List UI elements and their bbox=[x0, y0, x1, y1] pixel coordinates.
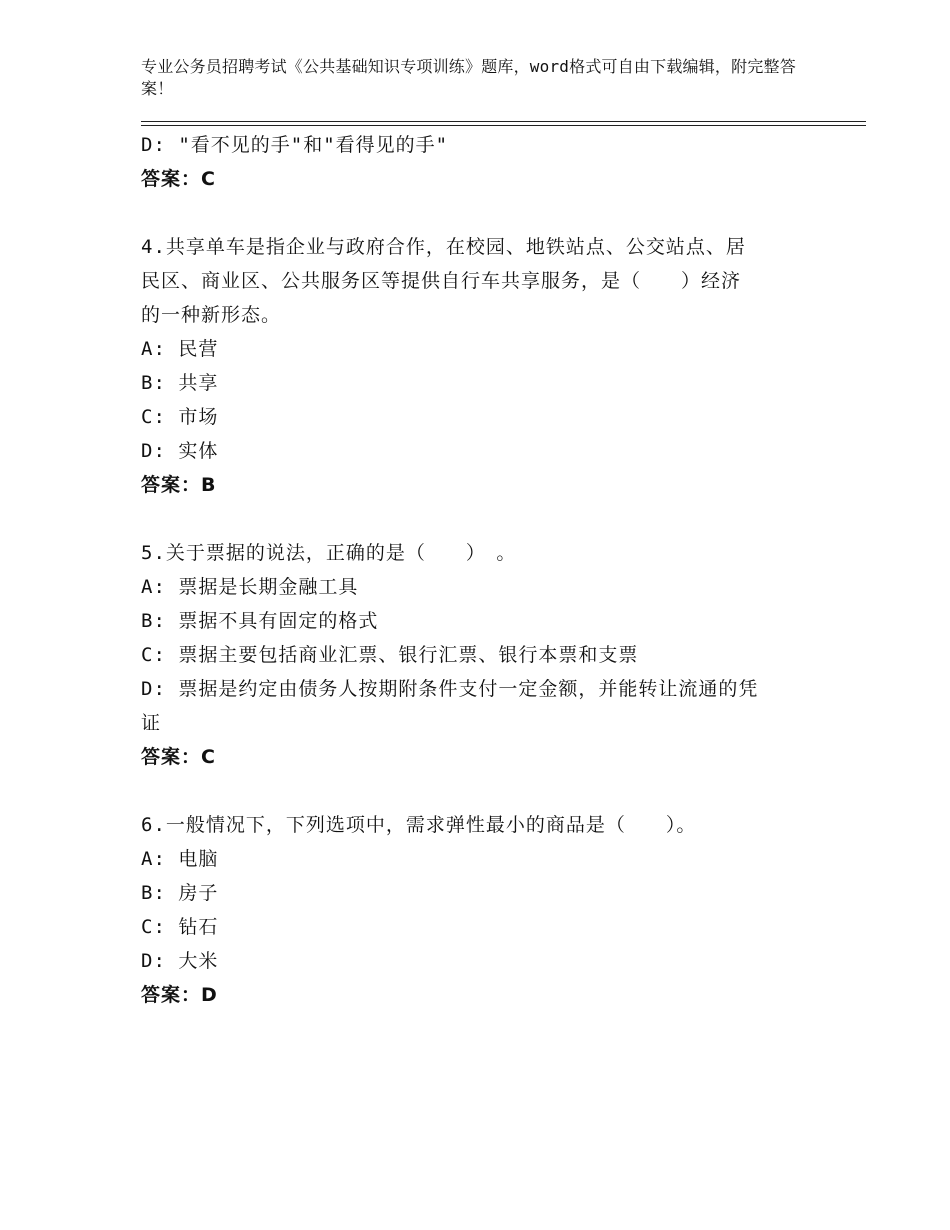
question-5-answer: 答案：C bbox=[141, 746, 216, 768]
question-4-answer: 答案：B bbox=[141, 474, 217, 496]
question-5-option-d-continued: 证 bbox=[141, 712, 162, 734]
answer-carryover: 答案：C bbox=[141, 168, 216, 190]
question-content bbox=[141, 128, 801, 1012]
question-4-stem-line-2: 民区、商业区、公共服务区等提供自行车共享服务，是（ ）经济 bbox=[141, 270, 742, 292]
question-4-option-d: D: 实体 bbox=[141, 440, 219, 462]
question-4-stem-line-1: 4.共享单车是指企业与政府合作，在校园、地铁站点、公交站点、居 bbox=[141, 236, 746, 258]
option-d-carryover: D: "看不见的手"和"看得见的手" bbox=[141, 134, 449, 156]
spacer bbox=[141, 502, 801, 536]
question-5-option-c: C: 票据主要包括商业汇票、银行汇票、银行本票和支票 bbox=[141, 644, 639, 666]
question-5-option-d: D: 票据是约定由债务人按期附条件支付一定金额，并能转让流通的凭 bbox=[141, 678, 759, 700]
question-5-stem-line-1: 5.关于票据的说法，正确的是（ ） 。 bbox=[141, 542, 517, 564]
page-header bbox=[141, 56, 801, 100]
question-6-option-d: D: 大米 bbox=[141, 950, 219, 972]
question-4-option-c: C: 市场 bbox=[141, 406, 219, 428]
question-5-option-b: B: 票据不具有固定的格式 bbox=[141, 610, 379, 632]
question-6-option-a: A: 电脑 bbox=[141, 848, 219, 870]
question-5-option-a: A: 票据是长期金融工具 bbox=[141, 576, 359, 598]
question-6-stem-line-1: 6.一般情况下，下列选项中，需求弹性最小的商品是（ ）。 bbox=[141, 814, 697, 836]
question-6-answer: 答案：D bbox=[141, 984, 218, 1006]
question-4-option-a: A: 民营 bbox=[141, 338, 219, 360]
spacer bbox=[141, 196, 801, 230]
header-double-rule bbox=[141, 121, 866, 126]
question-6 bbox=[141, 808, 801, 1012]
header-text: 专业公务员招聘考试《公共基础知识专项训练》题库，word格式可自由下载编辑，附完整答案！ bbox=[141, 57, 796, 98]
question-6-option-b: B: 房子 bbox=[141, 882, 219, 904]
spacer bbox=[141, 774, 801, 808]
question-6-option-c: C: 钻石 bbox=[141, 916, 219, 938]
question-4-stem-line-3: 的一种新形态。 bbox=[141, 304, 282, 326]
question-4 bbox=[141, 230, 801, 502]
question-4-option-b: B: 共享 bbox=[141, 372, 219, 394]
question-5 bbox=[141, 536, 801, 774]
